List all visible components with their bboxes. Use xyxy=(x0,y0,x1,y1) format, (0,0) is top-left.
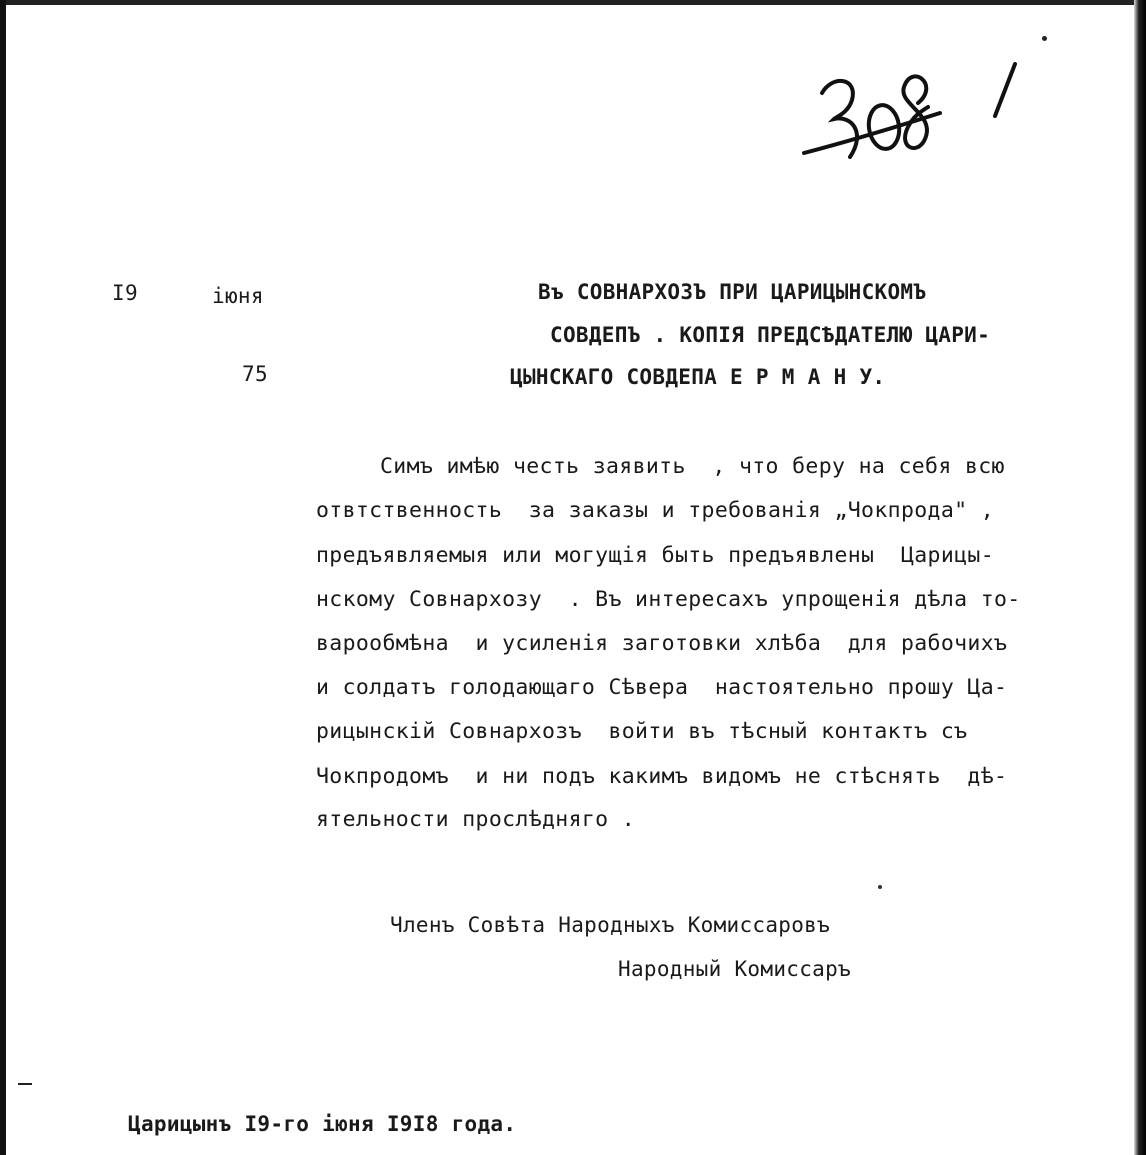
body-line: отвтственность за заказы и требованiя „Чокпрода" , xyxy=(316,498,994,523)
handwritten-slash-mark xyxy=(985,60,1025,120)
scan-edge-left xyxy=(0,0,6,1155)
signature-title: Членъ Совѣта Народныхъ Комиссаровъ xyxy=(390,913,831,937)
header-day: I9 xyxy=(112,281,138,305)
addressee-line-1: Въ СОВНАРХОЗЪ ПРИ ЦАРИЦЫНСКОМЪ xyxy=(538,280,927,304)
addressee-line-3: ЦЫНСКАГО СОВДЕПА Е Р М А Н У. xyxy=(510,365,886,389)
header-number: 75 xyxy=(242,362,268,386)
body-line: Чокпродомъ и ни подъ какимъ видомъ не стѣснять дѣ- xyxy=(316,764,1008,789)
scan-speck xyxy=(1042,36,1047,41)
scan-speck xyxy=(18,1083,32,1085)
scan-edge-top xyxy=(0,0,1146,5)
scan-edge-right xyxy=(1134,0,1146,1155)
body-line: ятельности прослѣдняго . xyxy=(316,807,636,832)
body-line: нскому Совнархозу . Въ интересахъ упрощенiя дѣла то- xyxy=(316,587,1021,612)
scan-speck xyxy=(878,885,882,889)
handwritten-archive-number xyxy=(800,55,980,165)
signature-role: Народный Комиссаръ xyxy=(618,957,851,981)
body-line: Симъ имѣю честь заявить , что беру на себя всю xyxy=(380,454,1005,479)
body-line: предъявляемыя или могущiя быть предъявлены Царицы- xyxy=(316,543,994,568)
footer-place-date: Царицынъ I9-го iюня I9I8 года. xyxy=(128,1112,517,1136)
body-line: и солдатъ голодающаго Сѣвера настоятельно прошу Ца- xyxy=(316,675,1008,700)
header-month: iюня xyxy=(212,284,264,308)
body-line: рицынскiй Совнархозъ войти въ тѣсный контактъ съ xyxy=(316,719,968,744)
body-line: варообмѣна и усиленiя заготовки хлѣба для рабочихъ xyxy=(316,631,1008,656)
addressee-line-2: СОВДЕПЪ . КОПIЯ ПРЕДСѢДАТЕЛЮ ЦАРИ- xyxy=(550,323,991,347)
